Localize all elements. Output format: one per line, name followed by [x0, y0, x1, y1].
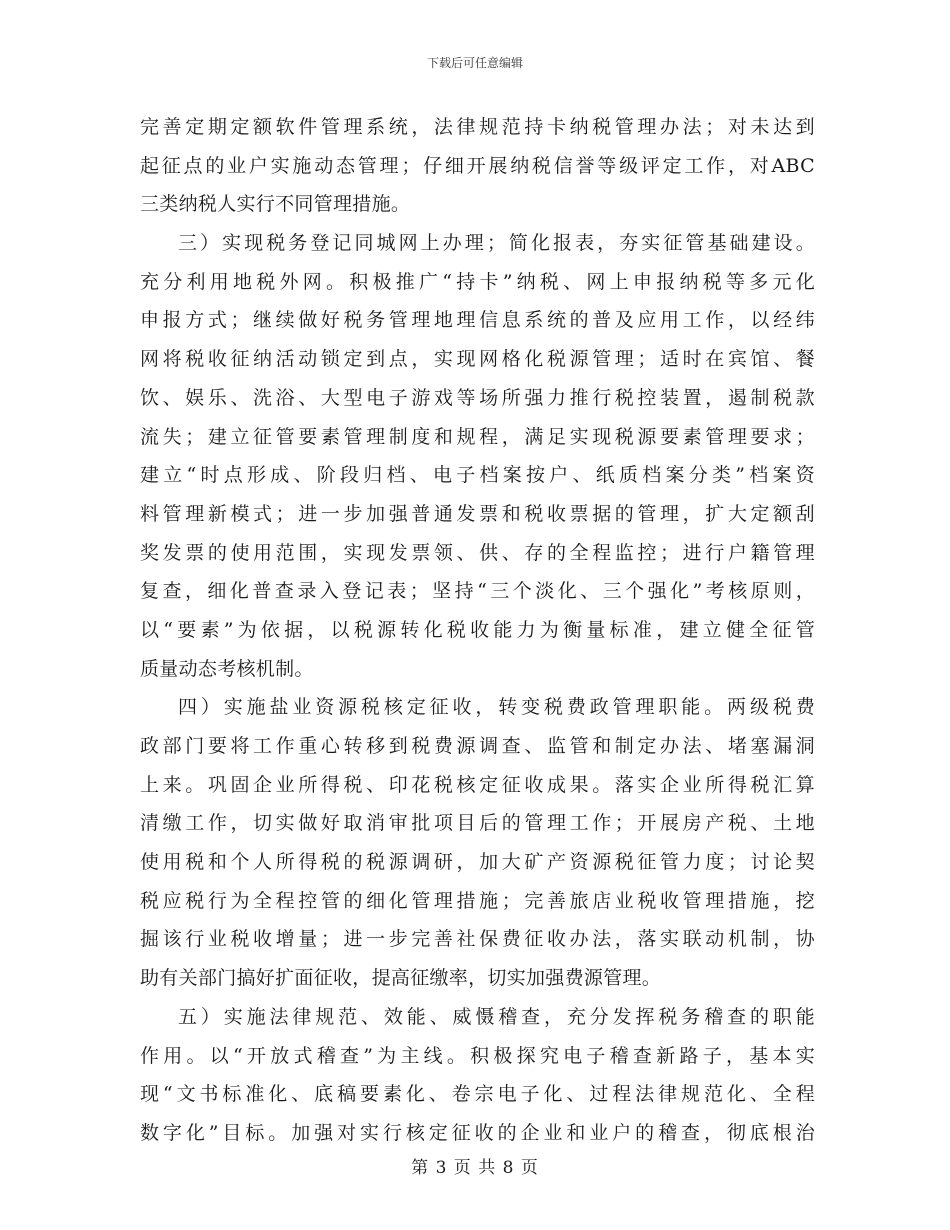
body-line: 料管理新模式；进一步加强普通发票和税收票据的管理，扩大定额刮	[140, 502, 815, 525]
body-line: 奖发票的使用范围，实现发票领、供、存的全程监控；进行户籍管理	[140, 541, 815, 564]
body-line: 建立“时点形成、阶段归档、电子档案按户、纸质档案分类”档案资	[140, 464, 815, 487]
paragraph-start-line: 五）实施法律规范、效能、威慑稽查，充分发挥税务稽查的职能	[178, 1005, 815, 1028]
body-line: 清缴工作，切实做好取消审批项目后的管理工作；开展房产税、土地	[140, 812, 815, 835]
body-line: 使用税和个人所得税的税源调研，加大矿产资源税征管力度；讨论契	[140, 851, 815, 874]
body-line: 充分利用地税外网。积极推广“持卡”纳税、网上申报纳税等多元化	[140, 270, 815, 293]
body-line: 现“文书标准化、底稿要素化、卷宗电子化、过程法律规范化、全程	[140, 1083, 815, 1106]
body-line: 饮、娱乐、洗浴、大型电子游戏等场所强力推行税控装置，遏制税款	[140, 386, 815, 409]
body-line: 复查，细化普查录入登记表；坚持“三个淡化、三个强化”考核原则，	[140, 580, 815, 603]
body-line: 流失；建立征管要素管理制度和规程，满足实现税源要素管理要求；	[140, 425, 815, 448]
body-line: 数字化”目标。加强对实行核定征收的企业和业户的稽查，彻底根治	[140, 1121, 815, 1144]
body-line: 上来。巩固企业所得税、印花税核定征收成果。落实企业所得税汇算	[140, 773, 815, 796]
body-line: 政部门要将工作重心转移到税费源调查、监管和制定办法、堵塞漏洞	[140, 735, 815, 757]
body-line: 助有关部门搞好扩面征收，提高征缴率，切实加强费源管理。	[140, 967, 662, 990]
document-body	[140, 108, 815, 1153]
body-line: 三类纳税人实行不同管理措施。	[140, 193, 411, 216]
body-line: 税应税行为全程控管的细化管理措施；完善旅店业税收管理措施，挖	[140, 889, 815, 912]
paragraph-start-line: 三）实现税务登记同城网上办理；简化报表，夯实征管基础建设。	[178, 232, 815, 255]
body-line: 掘该行业税收增量；进一步完善社保费征收办法，落实联动机制，协	[140, 928, 815, 951]
page-header: 下载后可任意编辑	[426, 56, 523, 70]
body-line: 申报方式；继续做好税务管理地理信息系统的普及应用工作，以经纬	[140, 309, 815, 332]
paragraph-start-line: 四）实施盐业资源税核定征收，转变税费政管理职能。两级税费	[178, 696, 815, 719]
body-line: 起征点的业户实施动态管理；仔细开展纳税信誉等级评定工作，对ABC	[140, 154, 815, 177]
body-line: 以“要素”为依据，以税源转化税收能力为衡量标准，建立健全征管	[140, 618, 815, 641]
body-line: 网将税收征纳活动锁定到点，实现网格化税源管理；适时在宾馆、餐	[140, 348, 815, 371]
page-number-footer: 第 3 页 共 8 页	[411, 1158, 539, 1178]
body-line: 作用。以“开放式稽查”为主线。积极探究电子稽查新路子，基本实	[140, 1044, 815, 1067]
body-line: 完善定期定额软件管理系统，法律规范持卡纳税管理办法；对未达到	[140, 116, 815, 138]
body-line: 质量动态考核机制。	[140, 657, 314, 680]
